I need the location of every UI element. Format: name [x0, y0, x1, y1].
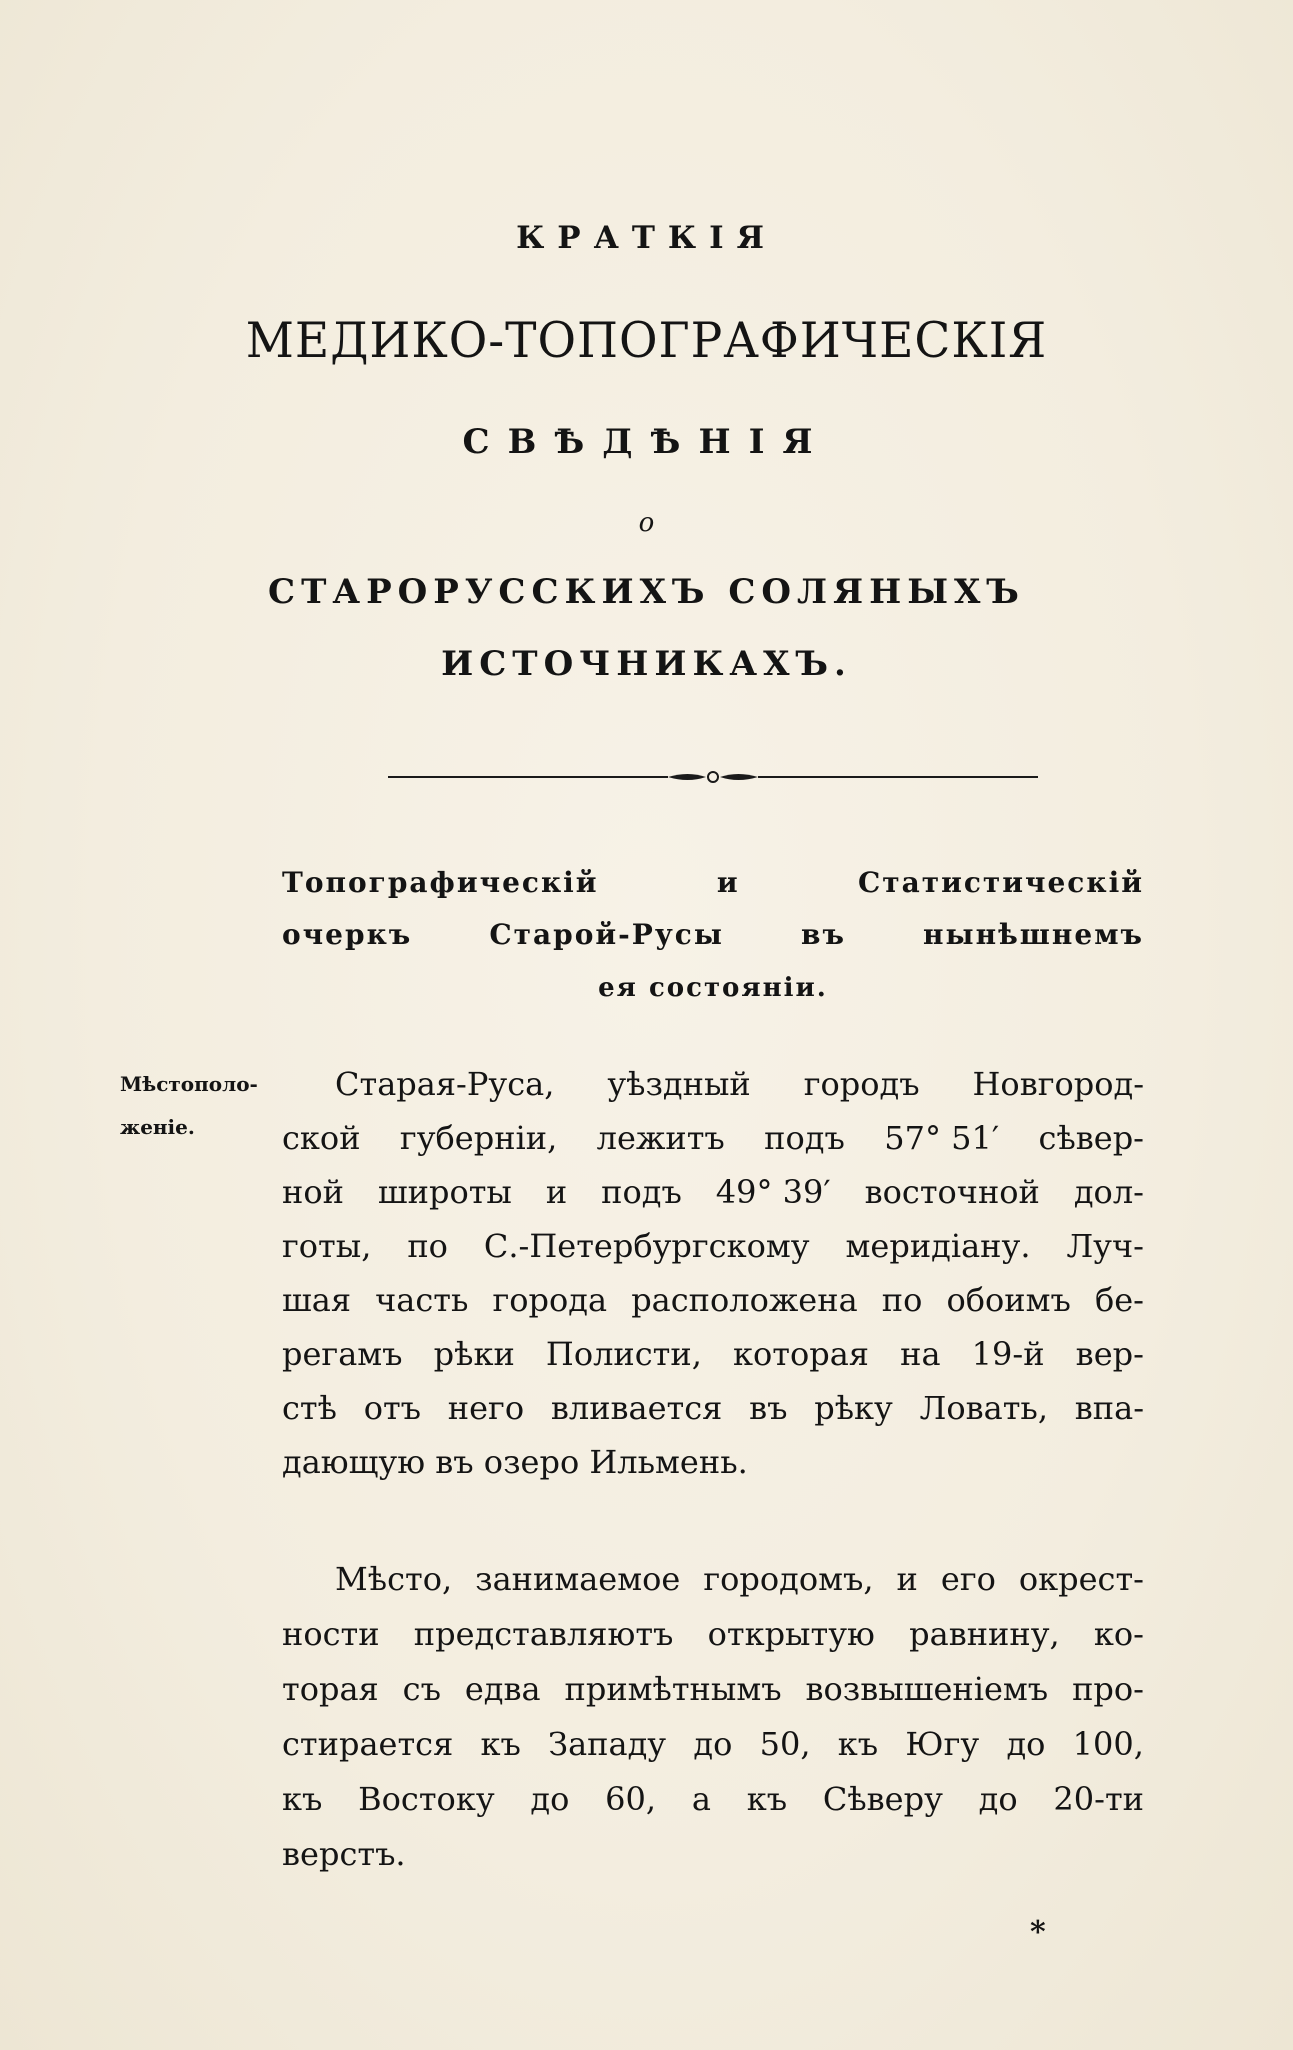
- paragraph-1-word: подъ: [601, 1173, 682, 1211]
- paragraph-1-word: города: [492, 1281, 608, 1319]
- paragraph-1-line: [282, 1281, 1144, 1319]
- paragraph-1-word: Луч-: [1066, 1227, 1144, 1265]
- paragraph-1-word: отъ: [363, 1389, 422, 1427]
- paragraph-2-word: стирается: [282, 1725, 454, 1763]
- section-heading-word: Топографическій: [282, 866, 599, 899]
- paragraph-2-word: 100,: [1072, 1725, 1144, 1763]
- paragraph-2-word: до: [530, 1780, 570, 1818]
- paragraph-1-line: [282, 1173, 1144, 1211]
- paragraph-1-word: Ловать,: [919, 1389, 1048, 1427]
- paragraph-2-word: занимаемое: [475, 1560, 681, 1598]
- section-heading-line-2: [282, 918, 1144, 951]
- paragraph-2-word: 60,: [605, 1780, 657, 1818]
- paragraph-1-word: на: [900, 1335, 941, 1373]
- title-line-1: КРАТКІЯ: [516, 220, 777, 256]
- paragraph-1-word: восточной: [864, 1173, 1040, 1211]
- paragraph-1-line: [282, 1227, 1144, 1265]
- title-line-2: МЕДИКО-ТОПОГРАФИЧЕСКІЯ: [245, 312, 1048, 369]
- paragraph-2-word: городомъ,: [703, 1560, 874, 1598]
- paragraph-1-word: впа-: [1074, 1389, 1144, 1427]
- paragraph-2-line: [282, 1835, 1144, 1873]
- paragraph-1-word: городъ: [803, 1065, 920, 1103]
- paragraph-2-word: окрест-: [1018, 1560, 1144, 1598]
- section-heading-line-1: [282, 866, 1144, 899]
- paragraph-1-line: [282, 1119, 1144, 1157]
- paragraph-1-word: шая: [282, 1281, 352, 1319]
- paragraph-1-word: обоимъ: [946, 1281, 1071, 1319]
- paragraph-2-line: [282, 1725, 1144, 1763]
- title-line-5: СТАРОРУССКИХЪ СОЛЯНЫХЪ: [268, 572, 1025, 612]
- paragraph-1-word: ской: [282, 1119, 361, 1157]
- paragraph-2-word: Югу: [905, 1725, 980, 1763]
- paragraph-1-word: ной: [282, 1173, 344, 1211]
- paragraph-2-word: а: [691, 1780, 711, 1818]
- paragraph-1-word: подъ: [764, 1119, 845, 1157]
- paragraph-2-word: съ: [402, 1670, 441, 1708]
- paragraph-1-word: Старая-Руса,: [335, 1065, 555, 1103]
- paragraph-2-word: до: [978, 1780, 1018, 1818]
- margin-note-line-1: Мѣстополо-: [120, 1072, 258, 1096]
- paragraph-2-word: открытую: [707, 1615, 875, 1653]
- paragraph-1-word: лежитъ: [596, 1119, 725, 1157]
- paragraph-2-word: равнину,: [909, 1615, 1060, 1653]
- paragraph-1-word: и: [545, 1173, 568, 1211]
- paragraph-1-word: рѣки: [433, 1335, 515, 1373]
- paragraph-1-word: бе-: [1094, 1281, 1144, 1319]
- paragraph-1-word: 57° 51′: [884, 1119, 1000, 1157]
- paragraph-1-word: по: [881, 1281, 923, 1319]
- paragraph-1-word: Новгород-: [972, 1065, 1144, 1103]
- paragraph-2-word: ко-: [1093, 1615, 1144, 1653]
- paragraph-2-word: примѣтнымъ: [564, 1670, 782, 1708]
- paragraph-1-word: рѣку: [814, 1389, 893, 1427]
- paragraph-1-word: меридіану.: [845, 1227, 1031, 1265]
- section-heading-word: Статистическій: [857, 866, 1144, 899]
- paragraph-1-word: него: [447, 1389, 525, 1427]
- paragraph-2-word: до: [1006, 1725, 1046, 1763]
- paragraph-2-word: къ: [746, 1780, 788, 1818]
- paragraph-2-word: до: [693, 1725, 733, 1763]
- paragraph-1-word: сѣвер-: [1038, 1119, 1144, 1157]
- section-heading-word: нынѣшнемъ: [923, 918, 1144, 951]
- title-line-6: ИСТОЧНИКАХЪ.: [441, 644, 852, 684]
- paragraph-2-word: къ: [282, 1780, 323, 1818]
- paragraph-1-line: [282, 1389, 1144, 1427]
- paragraph-1-line: [282, 1335, 1144, 1373]
- paragraph-2-word: возвышеніемъ: [805, 1670, 1049, 1708]
- paragraph-2-word: ности: [282, 1615, 380, 1653]
- paragraph-1-word: широты: [377, 1173, 512, 1211]
- paragraph-1-word: готы,: [282, 1227, 372, 1265]
- paragraph-2-word: къ: [480, 1725, 521, 1763]
- paragraph-2-word: 50,: [759, 1725, 811, 1763]
- paragraph-1-line: [335, 1065, 1144, 1103]
- paragraph-2-word: и: [896, 1560, 918, 1598]
- paragraph-2-text: верстъ.: [282, 1835, 406, 1873]
- paragraph-1-text: дающую въ озеро Ильмень.: [282, 1443, 748, 1481]
- paragraph-2-line: [335, 1560, 1144, 1598]
- paragraph-2-word: его: [940, 1560, 996, 1598]
- section-heading-word: въ: [801, 918, 846, 951]
- paragraph-2-word: едва: [464, 1670, 541, 1708]
- paragraph-1-word: дол-: [1073, 1173, 1144, 1211]
- paragraph-1-word: регамъ: [282, 1335, 403, 1373]
- paragraph-1-word: по: [407, 1227, 448, 1265]
- paragraph-2-word: Сѣверу: [822, 1780, 943, 1818]
- title-line-3: СВѢДѢНІЯ: [462, 422, 831, 462]
- paragraph-1-word: которая: [733, 1335, 869, 1373]
- paragraph-1-word: уѣздный: [607, 1065, 751, 1103]
- paragraph-1-word: вливается: [550, 1389, 723, 1427]
- paragraph-2-word: про-: [1072, 1670, 1144, 1708]
- paragraph-2-word: къ: [837, 1725, 879, 1763]
- paragraph-2-word: Западу: [548, 1725, 667, 1763]
- paragraph-2-word: 20-ти: [1053, 1780, 1144, 1818]
- paragraph-1-word: стѣ: [282, 1389, 337, 1427]
- paragraph-1-word: часть: [375, 1281, 469, 1319]
- paragraph-2-word: Мѣсто,: [335, 1560, 453, 1598]
- section-heading-word: очеркъ: [282, 918, 413, 951]
- signature-mark: *: [1030, 1915, 1046, 1950]
- paragraph-2-word: торая: [282, 1670, 379, 1708]
- section-heading-line-3: ея состояніи.: [598, 973, 828, 1003]
- paragraph-2-line: [282, 1670, 1144, 1708]
- paragraph-2-word: Востоку: [358, 1780, 495, 1818]
- paragraph-1-word: расположена: [631, 1281, 858, 1319]
- paragraph-1-line: [282, 1443, 1144, 1481]
- paragraph-1-word: С.-Петербургскому: [483, 1227, 810, 1265]
- paragraph-2-line: [282, 1780, 1144, 1818]
- paragraph-2-line: [282, 1615, 1144, 1653]
- paragraph-2-word: представляютъ: [413, 1615, 674, 1653]
- margin-note-line-2: женіе.: [120, 1115, 195, 1139]
- ornamental-rule: [388, 770, 1038, 784]
- paragraph-1-word: вер-: [1075, 1335, 1144, 1373]
- paragraph-1-word: 19-й: [971, 1335, 1045, 1373]
- section-heading-word: и: [716, 866, 740, 899]
- paragraph-1-word: 49° 39′: [715, 1173, 831, 1211]
- title-line-4: о: [638, 508, 655, 538]
- paragraph-1-word: въ: [749, 1389, 788, 1427]
- paragraph-1-word: Полисти,: [545, 1335, 702, 1373]
- section-heading-word: Старой-Русы: [489, 918, 724, 951]
- paragraph-1-word: губерніи,: [399, 1119, 558, 1157]
